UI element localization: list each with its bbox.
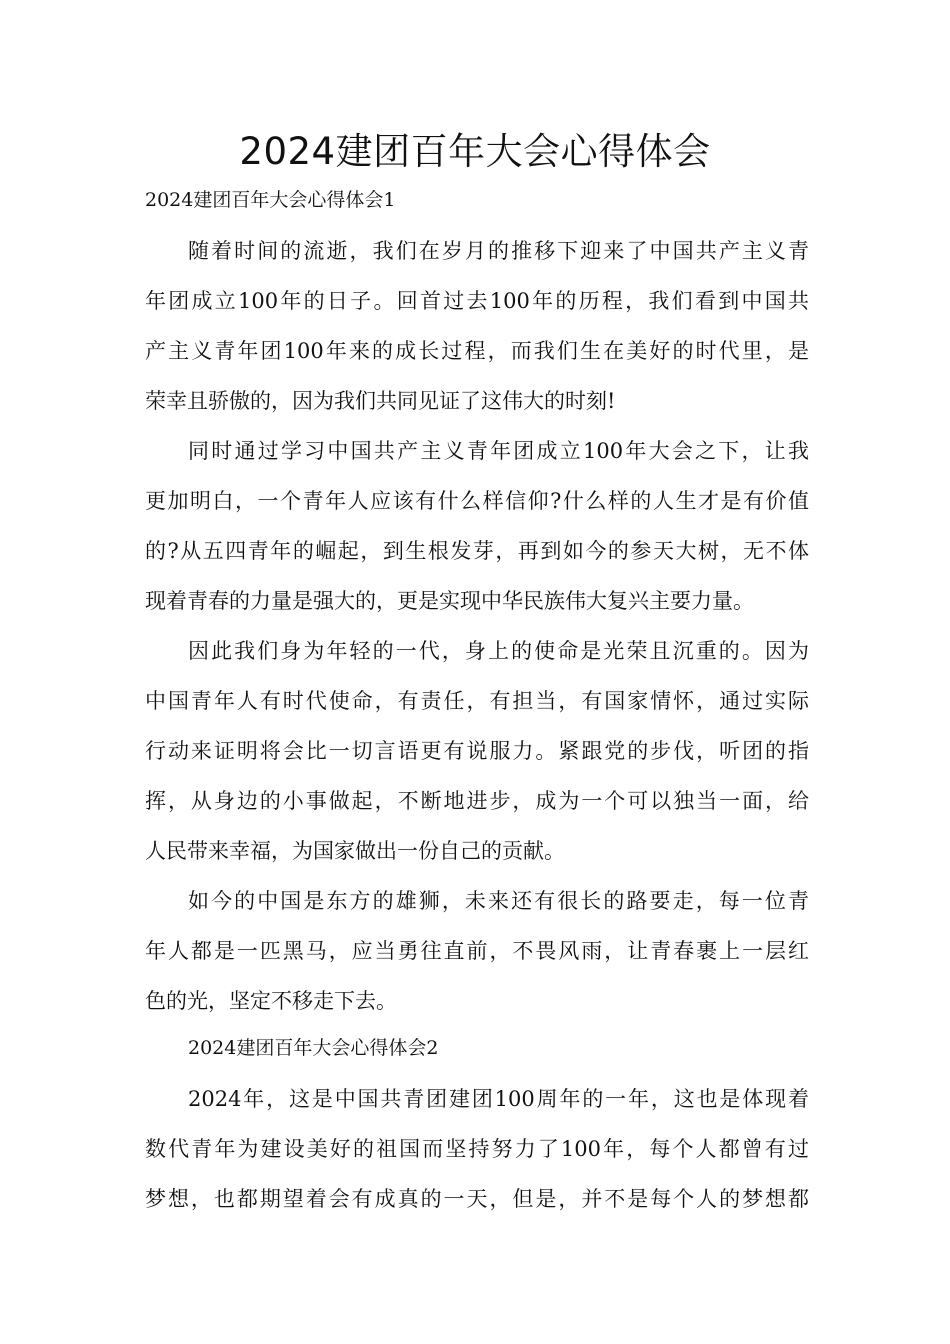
text-line: 的?从五四青年的崛起，到生根发芽，再到如今的参天大树，无不体	[145, 539, 809, 563]
text-line: 年团成立100年的日子。回首过去100年的历程，我们看到中国共	[145, 289, 809, 313]
document-title: 2024建团百年大会心得体会	[239, 130, 711, 173]
paragraph-1	[145, 226, 809, 426]
section-1-heading: 2024建团百年大会心得体会1	[145, 189, 396, 211]
text-line: 行动来证明将会比一切言语更有说服力。紧跟党的步伐，听团的指	[145, 739, 809, 763]
text-line: 随着时间的流逝，我们在岁月的推移下迎来了中国共产主义青	[188, 239, 809, 263]
text-line: 现着青春的力量是强大的，更是实现中华民族伟大复兴主要力量。	[145, 589, 754, 613]
text-line: 因此我们身为年轻的一代，身上的使命是光荣且沉重的。因为	[188, 639, 809, 663]
text-line: 2024年，这是中国共青团建团100周年的一年，这也是体现着	[188, 1087, 809, 1111]
text-line: 梦想，也都期望着会有成真的一天，但是，并不是每个人的梦想都	[145, 1187, 809, 1211]
text-line: 产主义青年团100年来的成长过程，而我们生在美好的时代里，是	[145, 339, 809, 363]
text-line: 如今的中国是东方的雄狮，未来还有很长的路要走，每一位青	[188, 889, 809, 913]
text-line: 荣幸且骄傲的，因为我们共同见证了这伟大的时刻!	[145, 389, 616, 413]
text-line: 同时通过学习中国共产主义青年团成立100年大会之下，让我	[188, 439, 809, 463]
text-line: 数代青年为建设美好的祖国而坚持努力了100年，每个人都曾有过	[145, 1137, 809, 1161]
text-line: 色的光，坚定不移走下去。	[145, 989, 397, 1013]
paragraph-2	[145, 426, 809, 626]
paragraph-3	[145, 626, 809, 876]
text-line: 年人都是一匹黑马，应当勇往直前，不畏风雨，让青春裹上一层红	[145, 939, 809, 963]
section-2-heading: 2024建团百年大会心得体会2	[188, 1037, 439, 1059]
text-line: 挥，从身边的小事做起，不断地进步，成为一个可以独当一面，给	[145, 789, 809, 813]
text-line: 人民带来幸福，为国家做出一份自己的贡献。	[145, 839, 565, 863]
paragraph-5	[145, 1074, 809, 1224]
text-line: 更加明白，一个青年人应该有什么样信仰?什么样的人生才是有价值	[145, 489, 809, 513]
paragraph-4	[145, 876, 809, 1026]
text-line: 中国青年人有时代使命，有责任，有担当，有国家情怀，通过实际	[145, 689, 809, 713]
